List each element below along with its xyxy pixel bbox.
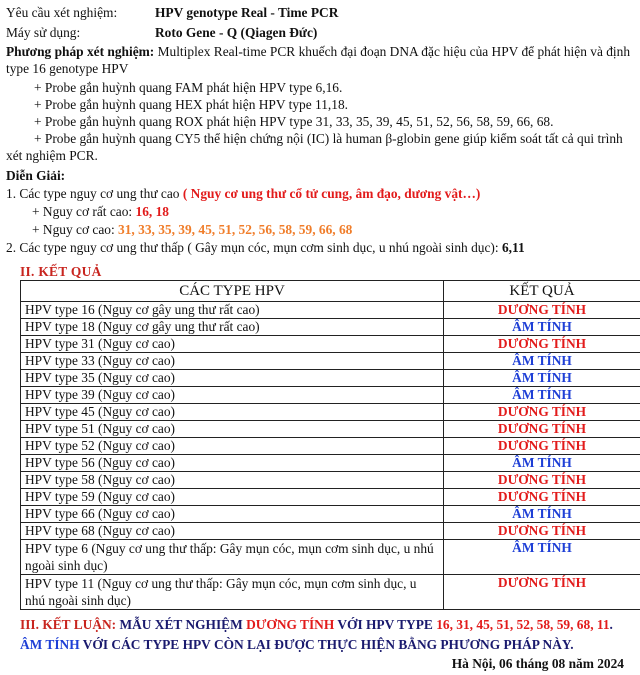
probe-rox: + Probe gắn huỳnh quang ROX phát hiện HPV type 31, 33, 35, 39, 45, 51, 52, 56, 58, 59, 66, 68. xyxy=(34,114,554,129)
request-label: Yêu cầu xét nghiệm: xyxy=(6,5,118,20)
table-row xyxy=(21,336,640,353)
method-paragraph xyxy=(6,43,634,77)
result-positive-cell: DƯƠNG TÍNH xyxy=(444,438,640,455)
table-row xyxy=(21,575,640,610)
table-row xyxy=(21,353,640,370)
report-date: Hà Nội, 06 tháng 08 năm 2024 xyxy=(451,656,624,671)
probe-cy5: + Probe gắn huỳnh quang CY5 thể hiện chứng nội (IC) là human β-globin gene giúp kiểm soát tất cả qui trình xét nghiệm PCR. xyxy=(6,131,623,163)
table-row xyxy=(21,421,640,438)
col-type-header: CÁC TYPE HPV xyxy=(21,281,444,302)
conclusion-text-3: . xyxy=(609,617,613,632)
table-row xyxy=(21,404,640,421)
method-text: Multiplex Real-time PCR khuếch đại đoạn DNA đặc hiệu của HPV để phát hiện và định type 16 genotype HPV xyxy=(6,44,631,76)
hpv-type-cell: HPV type 11 (Nguy cơ ung thư thấp: Gây mụn cóc, mụn cơm sinh dục, u nhú ngoài sinh dục) xyxy=(21,575,444,610)
table-row xyxy=(21,302,640,319)
conclusion xyxy=(20,615,620,655)
probe-fam: + Probe gắn huỳnh quang FAM phát hiện HPV type 6,16. xyxy=(34,80,343,95)
machine-label: Máy sử dụng: xyxy=(6,25,81,40)
conclusion-text-4: VỚI CÁC TYPE HPV CÒN LẠI ĐƯỢC THỰC HIỆN BẰNG PHƯƠNG PHÁP NÀY. xyxy=(79,637,574,652)
hpv-type-cell: HPV type 33 (Nguy cơ cao) xyxy=(21,353,444,370)
method-label: Phương pháp xét nghiệm: xyxy=(6,44,155,59)
conclusion-text-1: MẪU XÉT NGHIỆM xyxy=(116,617,247,632)
table-row xyxy=(21,387,640,404)
result-positive-cell: DƯƠNG TÍNH xyxy=(444,404,640,421)
hpv-type-cell: HPV type 59 (Nguy cơ cao) xyxy=(21,489,444,506)
result-negative-cell: ÂM TÍNH xyxy=(444,506,640,523)
interpretation-title: Diễn Giải: xyxy=(6,168,66,183)
conclusion-label: III. KẾT LUẬN: xyxy=(20,617,117,632)
machine-value: Roto Gene - Q (Qiagen Đức) xyxy=(155,25,318,40)
table-row xyxy=(21,472,640,489)
col-result-header: KẾT QUẢ xyxy=(444,281,640,302)
result-positive-cell: DƯƠNG TÍNH xyxy=(444,421,640,438)
table-row xyxy=(21,438,640,455)
table-row xyxy=(21,540,640,575)
result-negative-cell: ÂM TÍNH xyxy=(444,370,640,387)
interpretation-item-2 xyxy=(6,239,525,256)
hpv-type-cell: HPV type 39 (Nguy cơ cao) xyxy=(21,387,444,404)
hpv-type-cell: HPV type 45 (Nguy cơ cao) xyxy=(21,404,444,421)
very-high-label: + Nguy cơ rất cao: xyxy=(32,204,136,219)
hpv-type-cell: HPV type 56 (Nguy cơ cao) xyxy=(21,455,444,472)
request-value: HPV genotype Real - Time PCR xyxy=(155,5,339,20)
hpv-type-cell: HPV type 51 (Nguy cơ cao) xyxy=(21,421,444,438)
result-positive-cell: DƯƠNG TÍNH xyxy=(444,523,640,540)
high-risk-line xyxy=(32,221,352,238)
high-label: + Nguy cơ cao: xyxy=(32,222,119,237)
hpv-type-cell: HPV type 16 (Nguy cơ gây ung thư rất cao) xyxy=(21,302,444,319)
conclusion-text-2: VỚI HPV TYPE xyxy=(334,617,437,632)
result-negative-cell: ÂM TÍNH xyxy=(444,455,640,472)
hpv-type-cell: HPV type 52 (Nguy cơ cao) xyxy=(21,438,444,455)
item1-text: 1. Các type nguy cơ ung thư cao xyxy=(6,186,183,201)
hpv-type-cell: HPV type 35 (Nguy cơ cao) xyxy=(21,370,444,387)
item2-text: 2. Các type nguy cơ ung thư thấp ( Gây mụn cóc, mụn cơm sinh dục, u nhú ngoài sinh dục): xyxy=(6,240,502,255)
conclusion-negative-word: ÂM TÍNH xyxy=(20,637,80,652)
very-high-risk-line xyxy=(32,203,169,220)
hpv-type-cell: HPV type 18 (Nguy cơ gây ung thư rất cao) xyxy=(21,319,444,336)
hpv-type-cell: HPV type 68 (Nguy cơ cao) xyxy=(21,523,444,540)
results-table xyxy=(20,280,640,610)
hpv-type-cell: HPV type 6 (Nguy cơ ung thư thấp: Gây mụn cóc, mụn cơm sinh dục, u nhú ngoài sinh dục) xyxy=(21,540,444,575)
high-types: 31, 33, 35, 39, 45, 51, 52, 56, 58, 59, 66, 68 xyxy=(118,222,353,237)
result-positive-cell: DƯƠNG TÍNH xyxy=(444,302,640,319)
result-positive-cell: DƯƠNG TÍNH xyxy=(444,472,640,489)
item2-types: 6,11 xyxy=(501,240,525,255)
probe-hex: + Probe gắn huỳnh quang HEX phát hiện HPV type 11,18. xyxy=(34,97,349,112)
conclusion-positive-types: 16, 31, 45, 51, 52, 58, 59, 68, 11 xyxy=(436,617,610,632)
table-row xyxy=(21,506,640,523)
results-header-row xyxy=(21,281,640,302)
machine-row xyxy=(6,24,80,41)
result-positive-cell: DƯƠNG TÍNH xyxy=(444,489,640,506)
hpv-type-cell: HPV type 31 (Nguy cơ cao) xyxy=(21,336,444,353)
table-row xyxy=(21,455,640,472)
conclusion-positive-word: DƯƠNG TÍNH xyxy=(246,617,335,632)
result-positive-cell: DƯƠNG TÍNH xyxy=(444,575,640,610)
result-positive-cell: DƯƠNG TÍNH xyxy=(444,336,640,353)
result-negative-cell: ÂM TÍNH xyxy=(444,387,640,404)
hpv-type-cell: HPV type 58 (Nguy cơ cao) xyxy=(21,472,444,489)
table-row xyxy=(21,370,640,387)
very-high-types: 16, 18 xyxy=(135,204,169,219)
table-row xyxy=(21,489,640,506)
results-section-title: II. KẾT QUẢ xyxy=(20,264,102,279)
hpv-type-cell: HPV type 66 (Nguy cơ cao) xyxy=(21,506,444,523)
table-row xyxy=(21,523,640,540)
request-row xyxy=(6,4,117,21)
interpretation-item-1 xyxy=(6,185,480,202)
table-row xyxy=(21,319,640,336)
result-negative-cell: ÂM TÍNH xyxy=(444,540,640,575)
result-negative-cell: ÂM TÍNH xyxy=(444,319,640,336)
item1-highlight: ( Nguy cơ ung thư cổ tử cung, âm đạo, dương vật…) xyxy=(182,186,481,201)
result-negative-cell: ÂM TÍNH xyxy=(444,353,640,370)
